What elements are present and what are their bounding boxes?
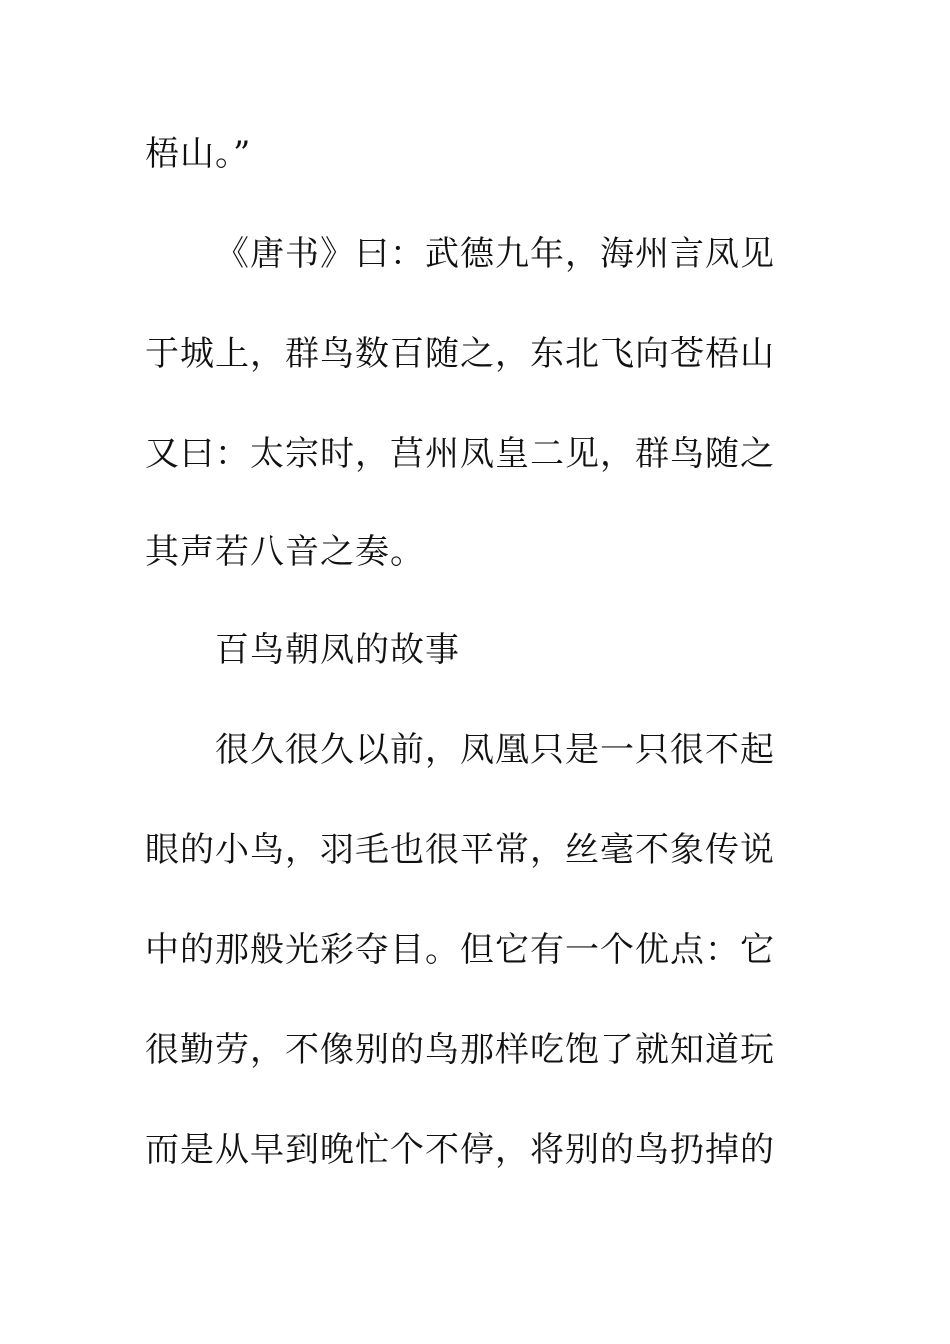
text-line-5: 其声若八音之奏。 [145,532,425,572]
text-line-11: 而是从早到晚忙个不停，将别的鸟扔掉的 [145,1130,775,1170]
text-line-3: 于城上，群鸟数百随之，东北飞向苍梧山 [145,334,775,374]
text-line-4: 又曰：太宗时，莒州凤皇二见，群鸟随之 [145,434,775,474]
text-line-2: 《唐书》曰：武德九年，海州言凤见 [215,234,775,274]
text-line-1: 梧山。” [145,134,252,174]
text-line-10: 很勤劳，不像别的鸟那样吃饱了就知道玩 [145,1030,775,1070]
text-line-7: 很久很久以前，凤凰只是一只很不起 [215,730,775,770]
section-heading: 百鸟朝凤的故事 [215,630,460,670]
text-line-9: 中的那般光彩夺目。但它有一个优点：它 [145,930,775,970]
text-line-8: 眼的小鸟，羽毛也很平常，丝毫不象传说 [145,830,775,870]
